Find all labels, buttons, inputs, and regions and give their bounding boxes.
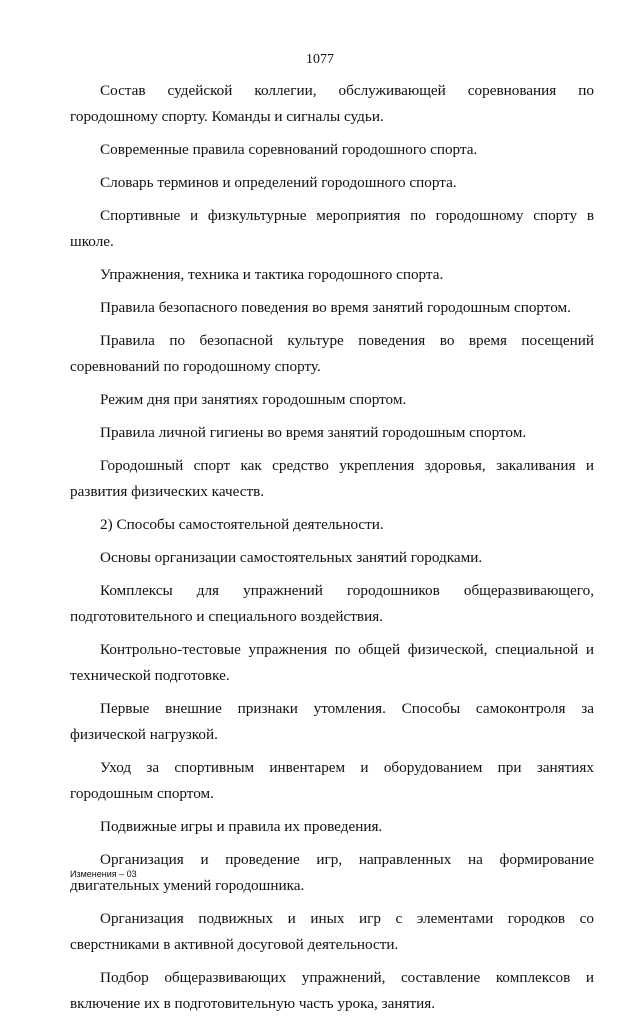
paragraph: Правила безопасного поведения во время занятий городошным спортом. [100,299,571,316]
paragraph: Состав судейской коллегии, обслуживающей соревнования по городошному спорту. Команды и сигналы судьи. [70,82,594,125]
paragraph: Упражнения, техника и тактика городошного спорта. [100,266,444,283]
page-number: 1077 [306,52,334,67]
paragraph: Правила по безопасной культуре поведения во время посещений соревнований по городошному спорту. [70,332,594,375]
paragraph: Основы организации самостоятельных занятий городками. [100,549,483,566]
footer-revision-note: Изменения – 03 [70,869,137,879]
paragraph: Подвижные игры и правила их проведения. [100,818,383,835]
paragraph: Подбор общеразвивающих упражнений, составление комплексов и включение их в подготовительную часть урока, занятия. [70,969,594,1012]
section-heading: 2) Способы самостоятельной деятельности. [100,516,384,533]
paragraph: Уход за спортивным инвентарем и оборудованием при занятиях городошным спортом. [70,759,594,802]
paragraph: Комплексы для упражнений городошников общеразвивающего, подготовительного и специального воздействия. [70,582,594,625]
paragraph: Правила личной гигиены во время занятий городошным спортом. [100,424,527,441]
paragraph: Современные правила соревнований городошного спорта. [100,141,478,158]
paragraph: Организация подвижных и иных игр с элементами городков со сверстниками в активной досуговой деятельности. [70,910,594,953]
paragraph: Городошный спорт как средство укрепления здоровья, закаливания и развития физических качеств. [70,457,594,500]
paragraph: Словарь терминов и определений городошного спорта. [100,174,457,191]
paragraph: Режим дня при занятиях городошным спортом. [100,391,407,408]
paragraph: Спортивные и физкультурные мероприятия по городошному спорту в школе. [70,207,594,250]
paragraph: Организация и проведение игр, направленных на формирование двигательных умений городошника. [70,851,594,894]
paragraph: Первые внешние признаки утомления. Способы самоконтроля за физической нагрузкой. [70,700,594,743]
paragraph: Контрольно-тестовые упражнения по общей физической, специальной и технической подготовке. [70,641,594,684]
document-body [70,78,594,1019]
